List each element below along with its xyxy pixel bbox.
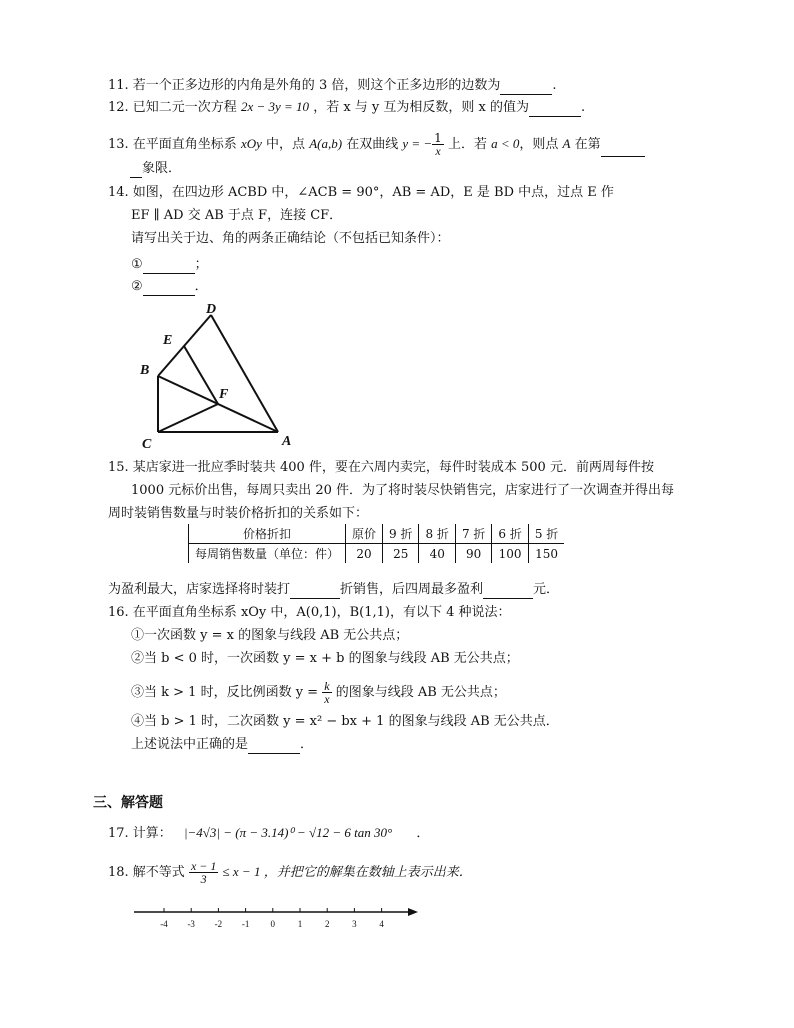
- statement-4: ④当 b > 1 时，二次函数 y = x² − bx + 1 的图象与线段 AB 无公共点．: [131, 714, 559, 729]
- segment-cf: [158, 404, 218, 432]
- answer-blank: [143, 281, 195, 296]
- answer-blank: [483, 584, 533, 599]
- question-15-line1: 15. 某店家进一批应季时装共 400 件，要在六周内卖完，每件时装成本 500 元．前两周每件按: [108, 460, 654, 475]
- segment-da: [211, 315, 278, 432]
- number-line-tick-label: 1: [297, 919, 303, 929]
- answer-blank: [143, 259, 195, 274]
- label-f: F: [219, 387, 229, 402]
- fraction: $\frac{1}{x}$: [434, 131, 442, 158]
- question-13: 13. 在平面直角坐标系 xOy 中，点 A(a,b) 在双曲线 y = − $\frac{1}{x}$ 上．若 a < 0，则点 A 在第: [108, 132, 645, 157]
- question-15-line3: 周时装销售数量与时装价格折扣的关系如下：: [108, 506, 369, 521]
- answer-blank: [500, 80, 552, 95]
- number-line-tick-label: -4: [160, 919, 168, 929]
- question-18: 18. 解不等式 $\frac{x - 1}{3}$ ≤ x − 1 ，并把它的解集在数轴上表示出来．: [108, 859, 472, 886]
- question-12: 12. 已知二元一次方程 2x − 3y = 10 ，若 x 与 y 互为相反数，则 x 的值为 .: [108, 99, 586, 115]
- label-b: B: [140, 363, 150, 378]
- question-14-line2: EF ∥ AD 交 AB 于点 F，连接 CF．: [131, 208, 343, 223]
- question-16-answer: 上述说法中正确的是 ．: [131, 737, 314, 752]
- answer-blank: [290, 584, 340, 599]
- number-line-tick-label: 0: [270, 919, 276, 929]
- label-e: E: [163, 333, 173, 348]
- number-line-tick-label: 2: [324, 919, 330, 929]
- conclusion-2: ② ．: [131, 279, 208, 294]
- number-line-tick-label: -1: [241, 919, 250, 929]
- answer-blank: [248, 739, 300, 754]
- expression: |−4√3| − (π − 3.14)⁰ − √12 − 6 tan 30°: [183, 825, 393, 840]
- question-11: 11. 若一个正多边形的内角是外角的 3 倍，则这个正多边形的边数为 .: [108, 78, 557, 93]
- number-line-tick-label: -3: [187, 919, 195, 929]
- number-line: [130, 902, 420, 934]
- discount-table: [188, 524, 564, 563]
- question-14-line3: 请写出关于边、角的两条正确结论（不包括已知条件）：: [131, 231, 450, 246]
- question-15-line2: 1000 元标价出售，每周只卖出 20 件．为了将时装尽快销售完，店家进行了一次调查并得出每: [131, 483, 675, 498]
- question-16-line1: 16. 在平面直角坐标系 xOy 中，A(0,1)，B(1,1)，有以下 4 种说法：: [108, 605, 511, 620]
- table-row: 价格折扣 原价 9 折 8 折 7 折 6 折 5 折: [189, 524, 565, 544]
- statement-3: ③当 k > 1 时，反比例函数 y = $\frac{k}{x}$ 的图象与线段 AB 无公共点；: [131, 679, 506, 706]
- answer-blank: [529, 102, 581, 117]
- arrow-right-icon: [408, 908, 418, 916]
- question-14-line1: 14. 如图，在四边形 ACBD 中，∠ACB = 90°，AB = AD，E 是 BD 中点，过点 E 作: [108, 185, 614, 200]
- conclusion-1: ① ；: [131, 257, 208, 272]
- table-row: 每周销售数量（单位：件） 20 25 40 90 100 150: [189, 544, 565, 564]
- number-line-tick-label: 3: [352, 919, 357, 929]
- quadrilateral-figure: [130, 300, 310, 452]
- label-c: C: [142, 437, 152, 452]
- number-line-tick-label: -2: [214, 919, 223, 929]
- label-a: A: [282, 434, 292, 449]
- statement-2: ②当 b < 0 时，一次函数 y = x + b 的图象与线段 AB 无公共点；: [131, 651, 519, 666]
- section-heading: 三、解答题: [93, 795, 163, 811]
- statement-1: ①一次函数 y = x 的图象与线段 AB 无公共点；: [131, 628, 409, 643]
- number-line-tick-label: 4: [379, 919, 384, 929]
- fraction: $\frac{x - 1}{3}$: [190, 859, 217, 886]
- label-d: D: [206, 302, 217, 317]
- question-17: 17. 计算： |−4√3| − (π − 3.14)⁰ − √12 − 6 tan 30° ．: [108, 825, 430, 841]
- equation: 2x − 3y = 10: [240, 99, 310, 114]
- answer-blank: [130, 163, 142, 178]
- question-15-line4: 为盈利最大，店家选择将时装打 折销售，后四周最多盈利 元．: [108, 582, 560, 597]
- answer-blank: [601, 142, 645, 157]
- fraction: $\frac{k}{x}$: [324, 679, 330, 706]
- question-13-cont: 象限．: [130, 160, 181, 178]
